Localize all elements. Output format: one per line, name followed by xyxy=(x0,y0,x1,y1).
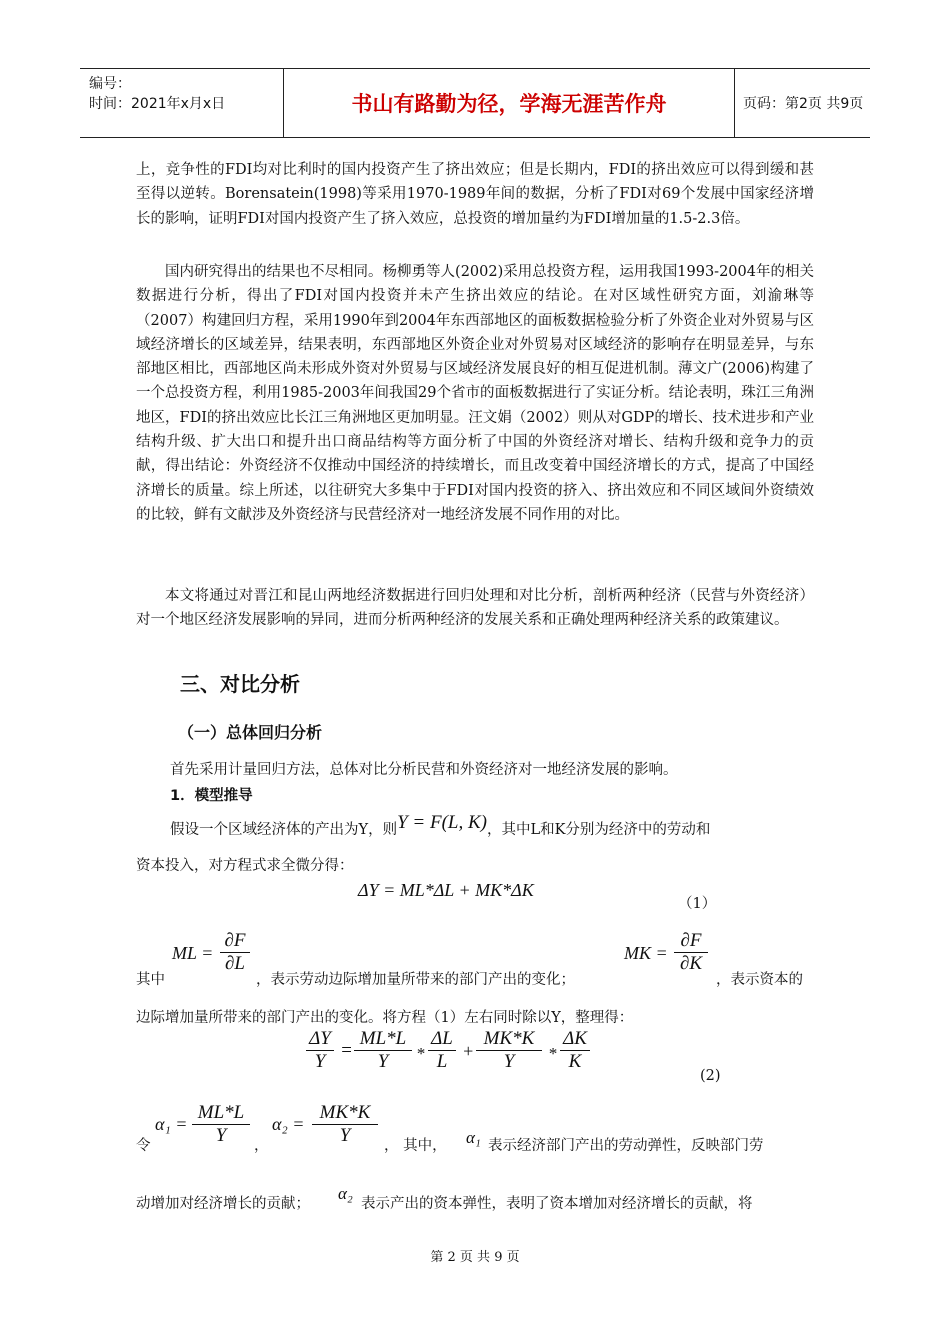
ml-numerator: ∂F xyxy=(224,930,246,951)
alpha1-fraction xyxy=(192,1102,250,1147)
eq2-term-2 xyxy=(354,1028,412,1073)
mk-lhs: MK = xyxy=(624,943,668,963)
doc-date: 时间：2021年x月x日 xyxy=(89,96,226,112)
paragraph-1: 上，竞争性的FDI均对比利时的国内投资产生了挤出效应；但是长期内，FDI的挤出效应可以得到缓和甚至得以逆转。Borensatein(1998)等采用1970-1989年间的数据，分析了FDI对69个发展中国家经济增长的影响，证明FDI对国内投资产生了挤入效应，总投资的增加量约为FDI增加量的1.5-2.3倍。 xyxy=(136,162,814,227)
assume-text-a: 假设一个区域经济体的产出为Y，则 xyxy=(170,822,398,838)
eq2-equals: = xyxy=(340,1040,353,1061)
alpha2-fraction xyxy=(312,1102,378,1147)
eq2-term-5 xyxy=(560,1028,590,1073)
intro-text: 首先采用计量回归方法，总体对比分析民营和外资经济对一地经济发展的影响。 xyxy=(170,762,678,778)
eq2-t4-num: MK*K xyxy=(483,1028,535,1049)
ml-fraction xyxy=(220,930,250,975)
alpha1-numerator: ML*L xyxy=(197,1102,245,1123)
alpha1-description-2: 动增加对经济增长的贡献； xyxy=(136,1196,310,1212)
header-page: 页码：第2页 共9页 xyxy=(743,96,864,112)
eq2-plus: + xyxy=(462,1041,475,1061)
where-label: 其中 xyxy=(136,972,165,988)
assume-text xyxy=(170,812,711,840)
header-info xyxy=(80,69,284,137)
let-label: 令 xyxy=(136,1138,151,1154)
eq2-times-2: * xyxy=(548,1044,557,1063)
eq2-t3-den: L xyxy=(436,1051,448,1072)
production-function: Y = F(L, K) xyxy=(397,812,487,833)
comma: ， xyxy=(254,1138,269,1154)
eq2-t3-num: ΔL xyxy=(431,1028,453,1049)
ml-lhs: ML = xyxy=(172,943,214,963)
assume-text-b: ，其中L和K分别为经济中的劳动和 xyxy=(486,822,711,838)
alpha1-symbol: α₁ xyxy=(466,1128,481,1147)
eq2-t1-den: Y xyxy=(314,1051,326,1072)
paragraph-3: 本文将通过对晋江和昆山两地经济数据进行回归处理和对比分析，剖析两种经济（民营与外资经济）对一个地区经济发展影响的异同，进而分析两种经济的发展关系和正确处理两种经济关系的政策建议。 xyxy=(136,588,814,629)
eq2-t5-den: K xyxy=(568,1051,582,1072)
model-heading: 1．模型推导 xyxy=(170,788,253,804)
divide-text: 边际增加量所带来的部门产出的变化。将方程（1）左右同时除以Y，整理得： xyxy=(136,1010,634,1026)
alpha2-denominator: Y xyxy=(339,1125,351,1146)
eq2-t5-num: ΔK xyxy=(563,1028,587,1049)
alpha2-numerator: MK*K xyxy=(319,1102,371,1123)
mk-fraction xyxy=(674,930,708,975)
doc-number: 编号： xyxy=(89,76,131,92)
assume-text-c: 资本投入，对方程式求全微分得： xyxy=(136,858,354,874)
mk-denominator: ∂K xyxy=(679,953,703,974)
alpha1-lhs: α₁ = xyxy=(155,1114,188,1134)
eq2-t4-den: Y xyxy=(503,1051,515,1072)
section-heading: 三、对比分析 xyxy=(180,672,300,696)
alpha1-description: 表示经济部门产出的劳动弹性，反映部门劳 xyxy=(488,1138,764,1154)
among-label: ， 其中， xyxy=(384,1138,447,1154)
alpha2-symbol: α₂ xyxy=(338,1184,353,1203)
eq2-t1-num: ΔY xyxy=(309,1028,331,1049)
mk-numerator: ∂F xyxy=(680,930,702,951)
equation-1-number: （1） xyxy=(678,896,717,912)
ml-denominator: ∂L xyxy=(225,953,245,974)
eq2-t2-den: Y xyxy=(377,1051,389,1072)
subsection-heading: （一）总体回归分析 xyxy=(178,723,323,742)
equation-1: ΔY = ML*ΔL + MK*ΔK xyxy=(358,880,534,900)
eq2-times-1: * xyxy=(416,1044,425,1063)
mk-description: ，表示资本的 xyxy=(716,972,803,988)
eq2-term-4 xyxy=(476,1028,542,1073)
page-header xyxy=(80,68,870,138)
alpha2-lhs: α₂ = xyxy=(272,1114,305,1134)
eq2-term-3 xyxy=(428,1028,456,1073)
ml-description: ，表示劳动边际增加量所带来的部门产出的变化； xyxy=(256,972,575,988)
paragraph-2: 国内研究得出的结果也不尽相同。杨柳勇等人(2002)采用总投资方程，运用我国1993-2004年的相关数据进行分析，得出了FDI对国内投资并未产生挤出效应的结论。在对区域性研究方面，刘渝琳等（2007）构建回归方程，采用1990年到2004年东西部地区的面板数据检验分析了外资企业对外贸易与区域经济增长的区域差异，结果表明，东西部地区外资企业对外贸易对区域经济的影响存在明显差异，与东部地区相比，西部地区尚未形成外资对外贸易与区域经济发展良好的相互促进机制。薄文广(2006)构建了一个总投资方程，利用1985-2003年间我国29个省市的面板数据进行了实证分析。结论表明，珠江三角洲地区，FDI的挤出效应比长江三角洲地区更加明显。汪文娟（2002）则从对GDP的增长、技术进步和产业结构升级、扩大出口和提升出口商品结构等方面分析了中国的外资经济对增长、结构升级和竞争力的贡献，得出结论：外资经济不仅推动中国经济的持续增长，而且改变着中国经济增长的方式，提高了中国经济增长的质量。综上所述，以往研究大多集中于FDI对国内投资的挤入、挤出效应和不同区域间外资绩效的比较，鲜有文献涉及外资经济与民营经济对一地经济发展不同作用的对比。 xyxy=(136,264,814,523)
header-motto: 书山有路勤为径，学海无涯苦作舟 xyxy=(284,69,735,137)
eq2-t2-num: ML*L xyxy=(359,1028,407,1049)
alpha2-description: 表示产出的资本弹性，表明了资本增加对经济增长的贡献，将 xyxy=(361,1196,753,1212)
page-footer: 第 2 页 共 9 页 xyxy=(430,1250,520,1265)
eq2-term-1 xyxy=(306,1028,334,1073)
alpha1-denominator: Y xyxy=(215,1125,227,1146)
equation-2-number: (2) xyxy=(700,1068,721,1084)
